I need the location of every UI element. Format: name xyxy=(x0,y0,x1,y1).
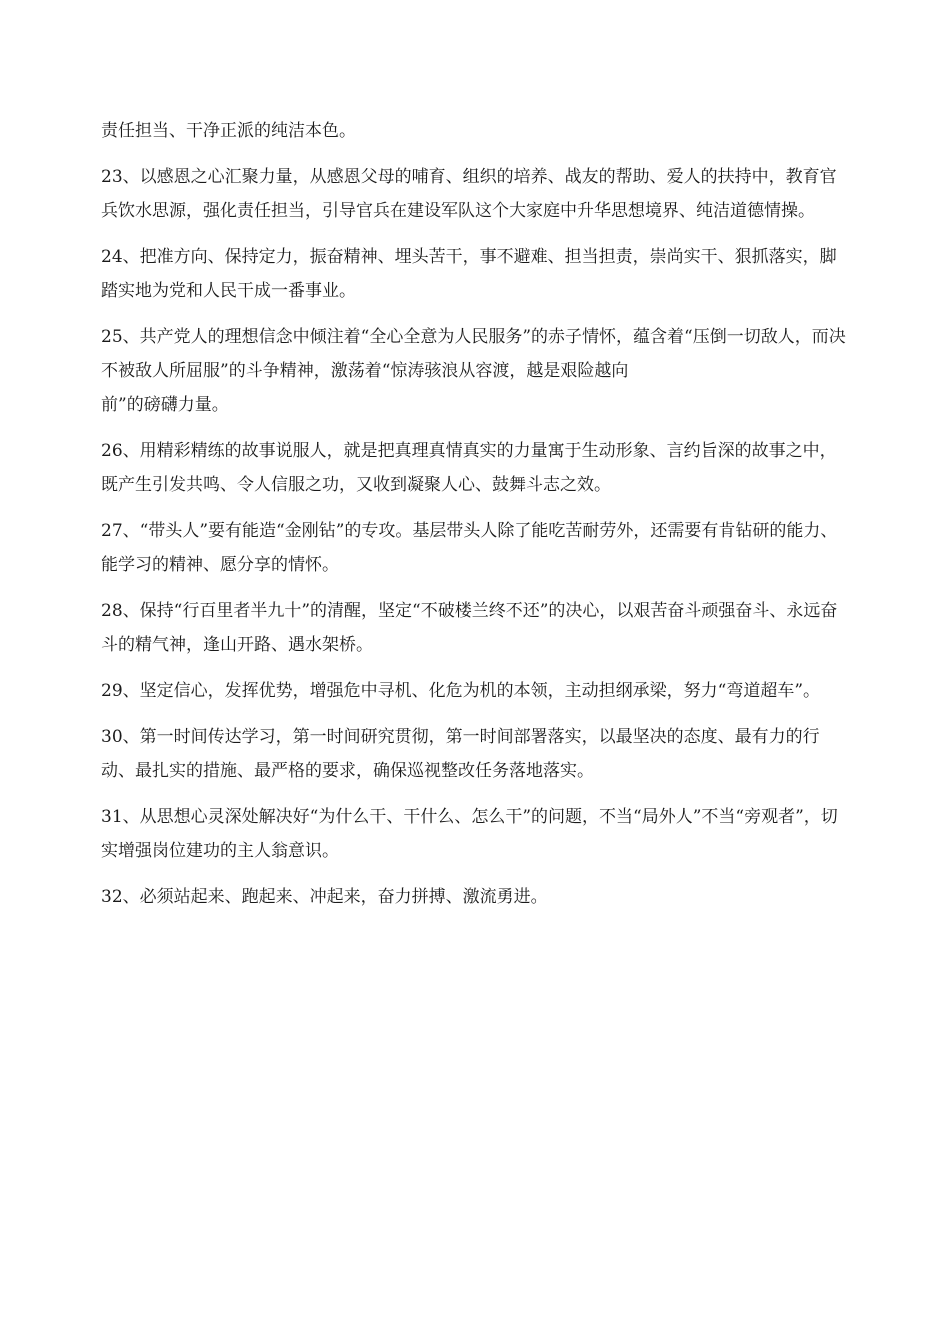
paragraph-continuation: 责任担当、干净正派的纯洁本色。 xyxy=(101,121,356,141)
paragraph-item-31: 31、从思想心灵深处解决好“为什么干、干什么、怎么干”的问题，不当“局外人”不当“旁观者”，切实增强岗位建功的主人翁意识。 xyxy=(101,807,838,861)
paragraph-item-25: 25、共产党人的理想信念中倾注着“全心全意为人民服务”的赤子情怀，蕴含着“压倒一切敌人，而决不被敌人所屈服”的斗争精神，激荡着“惊涛骇浪从容渡，越是艰险越向 前”的磅礴力量。 xyxy=(101,327,846,415)
paragraph-item-24: 24、把准方向、保持定力，振奋精神、埋头苦干，事不避难、担当担责，崇尚实干、狠抓落实，脚踏实地为党和人民干成一番事业。 xyxy=(101,247,837,301)
paragraph-item-29: 29、坚定信心，发挥优势，增强危中寻机、化危为机的本领，主动担纲承梁，努力“弯道超车”。 xyxy=(101,681,821,701)
paragraph-item-27: 27、“带头人”要有能造“金刚钻”的专攻。基层带头人除了能吃苦耐劳外，还需要有肯钻研的能力、能学习的精神、愿分享的情怀。 xyxy=(101,521,838,575)
paragraph-item-32: 32、必须站起来、跑起来、冲起来，奋力拼搏、激流勇进。 xyxy=(101,887,548,907)
paragraph-item-30: 30、第一时间传达学习，第一时间研究贯彻，第一时间部署落实，以最坚决的态度、最有力的行动、最扎实的措施、最严格的要求，确保巡视整改任务落地落实。 xyxy=(101,727,820,781)
paragraph-item-26: 26、用精彩精练的故事说服人，就是把真理真情真实的力量寓于生动形象、言约旨深的故事之中，既产生引发共鸣、令人信服之功，又收到凝聚人心、鼓舞斗志之效。 xyxy=(101,441,837,495)
paragraph-item-28: 28、保持“行百里者半九十”的清醒，坚定“不破楼兰终不还”的决心，以艰苦奋斗顽强奋斗、永远奋斗的精气神，逢山开路、遇水架桥。 xyxy=(101,601,838,655)
document-body xyxy=(101,114,853,926)
paragraph-item-23: 23、以感恩之心汇聚力量，从感恩父母的哺育、组织的培养、战友的帮助、爱人的扶持中，教育官兵饮水思源，强化责任担当，引导官兵在建设军队这个大家庭中升华思想境界、纯洁道德情操。 xyxy=(101,167,837,221)
